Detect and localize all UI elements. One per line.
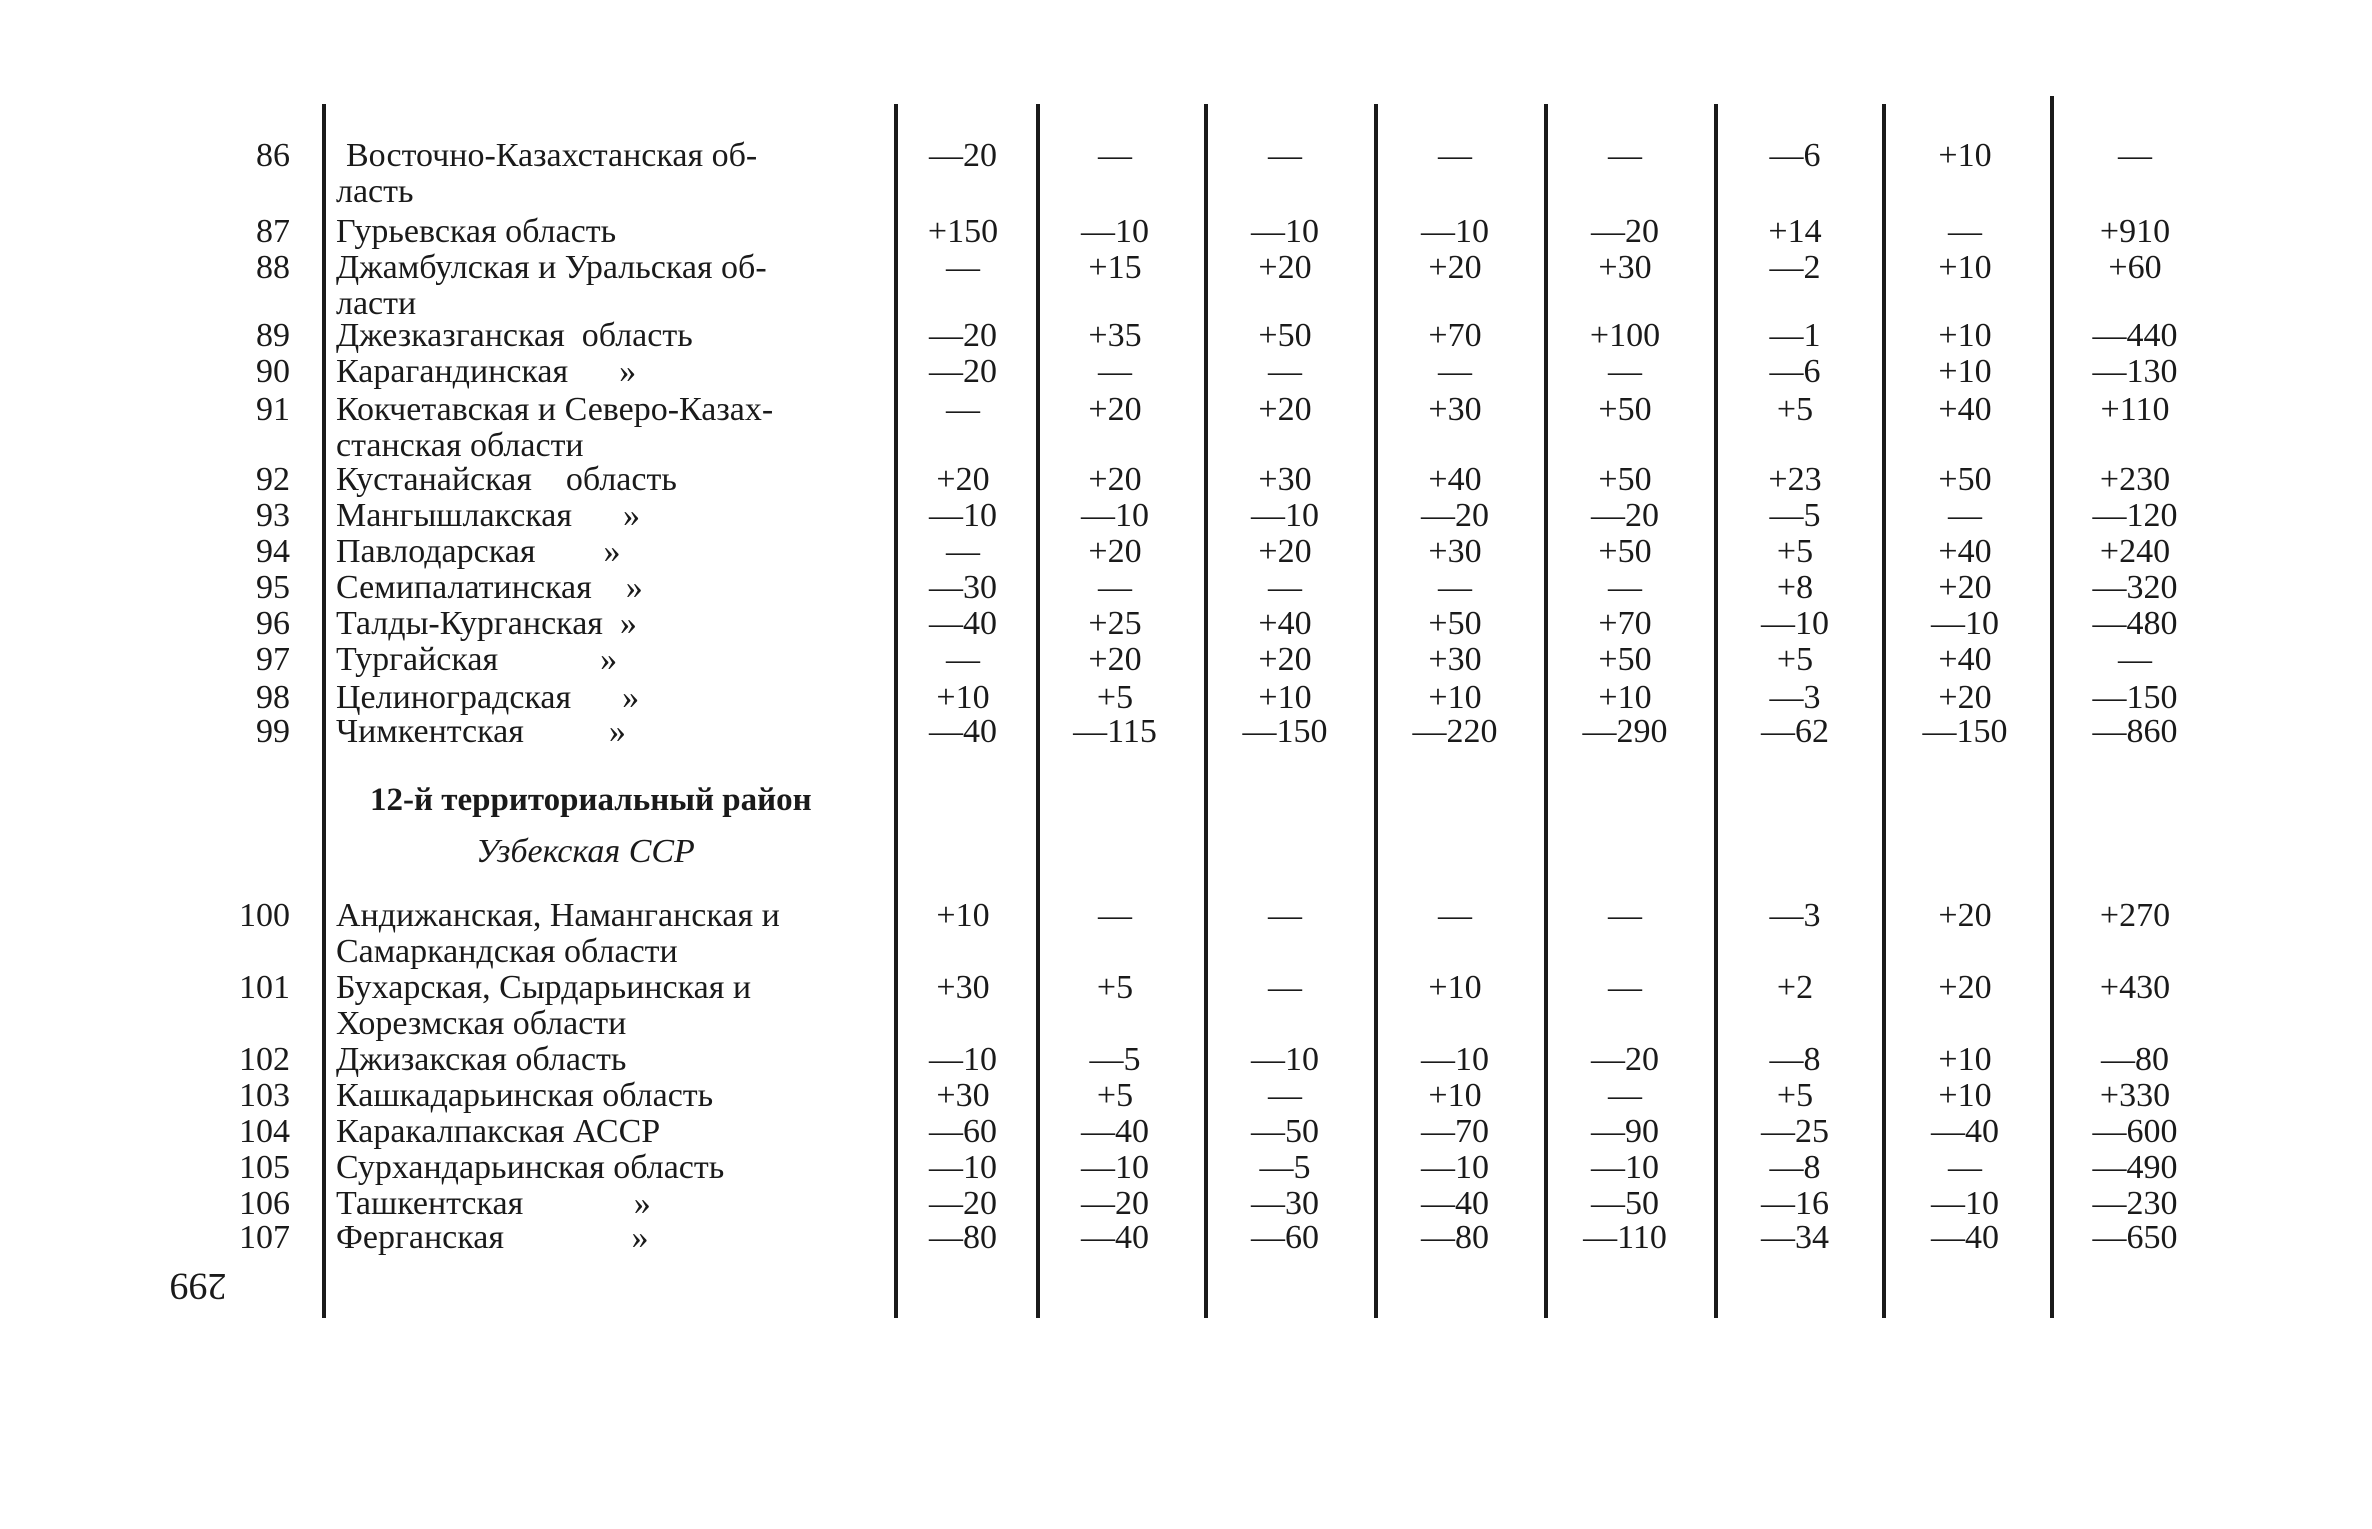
value-cell: +40 xyxy=(1938,533,1992,570)
value-cell: +25 xyxy=(1088,605,1142,642)
region-name: Ферганская » xyxy=(336,1219,649,1256)
value-cell: —20 xyxy=(929,1185,997,1222)
value-cell: +10 xyxy=(1938,353,1992,390)
value-cell: +70 xyxy=(1428,317,1482,354)
value-cell: — xyxy=(1438,569,1472,606)
region-name: Карагандинская » xyxy=(336,353,637,390)
value-cell: +30 xyxy=(936,969,990,1006)
value-cell: —600 xyxy=(2092,1113,2178,1150)
value-cell: —20 xyxy=(1421,497,1489,534)
value-cell: +2 xyxy=(1776,969,1814,1006)
value-cell: +10 xyxy=(936,679,990,716)
value-cell: —6 xyxy=(1769,137,1821,174)
value-cell: —30 xyxy=(1251,1185,1319,1222)
region-name: Кашкадарьинская область xyxy=(336,1077,714,1114)
value-cell: —440 xyxy=(2092,317,2178,354)
value-cell: —40 xyxy=(1931,1219,1999,1256)
value-cell: —40 xyxy=(1931,1113,1999,1150)
value-cell: —650 xyxy=(2092,1219,2178,1256)
row-number: 90 xyxy=(256,353,290,390)
row-number: 102 xyxy=(239,1041,290,1078)
region-name: Самаркандская области xyxy=(336,933,678,970)
value-cell: — xyxy=(1268,1077,1302,1114)
value-cell: — xyxy=(1438,353,1472,390)
region-name: Ташкентская » xyxy=(336,1185,651,1222)
value-cell: — xyxy=(1098,569,1132,606)
value-cell: +10 xyxy=(1938,137,1992,174)
value-cell: +20 xyxy=(936,461,990,498)
region-name: Андижанская, Наманганская и xyxy=(336,897,780,934)
value-cell: — xyxy=(1268,137,1302,174)
region-name: ласти xyxy=(336,285,417,322)
region-name: Каракалпакская АССР xyxy=(336,1113,661,1150)
value-cell: —290 xyxy=(1582,713,1668,750)
row-number: 107 xyxy=(239,1219,290,1256)
value-cell: — xyxy=(946,641,980,678)
value-cell: +230 xyxy=(2099,461,2171,498)
value-cell: —80 xyxy=(929,1219,997,1256)
value-cell: +330 xyxy=(2099,1077,2171,1114)
value-cell: +50 xyxy=(1258,317,1312,354)
value-cell: — xyxy=(1268,569,1302,606)
value-cell: +15 xyxy=(1088,249,1142,286)
value-cell: —10 xyxy=(929,497,997,534)
value-cell: —320 xyxy=(2092,569,2178,606)
region-name: Семипалатинская » xyxy=(336,569,643,606)
row-number: 103 xyxy=(239,1077,290,1114)
value-cell: — xyxy=(946,391,980,428)
value-cell: —10 xyxy=(1251,1041,1319,1078)
value-cell: —10 xyxy=(1081,213,1149,250)
value-cell: —6 xyxy=(1769,353,1821,390)
value-cell: —8 xyxy=(1769,1041,1821,1078)
value-cell: +20 xyxy=(1088,641,1142,678)
row-number: 97 xyxy=(256,641,290,678)
region-name: Сурхандарьинская область xyxy=(336,1149,725,1186)
value-cell: — xyxy=(1268,897,1302,934)
value-cell: +60 xyxy=(2108,249,2162,286)
value-cell: —10 xyxy=(1081,1149,1149,1186)
region-name: Гурьевская область xyxy=(336,213,617,250)
value-cell: +40 xyxy=(1428,461,1482,498)
section-heading: 12-й территориальный район xyxy=(370,782,812,818)
value-cell: +10 xyxy=(1258,679,1312,716)
value-cell: +20 xyxy=(1428,249,1482,286)
value-cell: —60 xyxy=(929,1113,997,1150)
value-cell: —10 xyxy=(1421,1041,1489,1078)
value-cell: +10 xyxy=(1938,317,1992,354)
value-cell: — xyxy=(2118,641,2152,678)
value-cell: +100 xyxy=(1589,317,1661,354)
value-cell: +10 xyxy=(1598,679,1652,716)
value-cell: +50 xyxy=(1598,533,1652,570)
value-cell: — xyxy=(946,533,980,570)
row-number: 106 xyxy=(239,1185,290,1222)
value-cell: — xyxy=(1948,1149,1982,1186)
value-cell: — xyxy=(2118,137,2152,174)
value-cell: +35 xyxy=(1088,317,1142,354)
value-cell: +5 xyxy=(1776,391,1814,428)
row-number: 86 xyxy=(256,137,290,174)
value-cell: +150 xyxy=(927,213,999,250)
value-cell: —150 xyxy=(1922,713,2008,750)
value-cell: —90 xyxy=(1591,1113,1659,1150)
region-name: Восточно-Казахстанская об- xyxy=(346,137,758,174)
row-number: 105 xyxy=(239,1149,290,1186)
value-cell: +20 xyxy=(1938,969,1992,1006)
value-cell: +20 xyxy=(1938,897,1992,934)
value-cell: —40 xyxy=(1421,1185,1489,1222)
value-cell: — xyxy=(1098,137,1132,174)
value-cell: —10 xyxy=(1251,497,1319,534)
value-cell: +240 xyxy=(2099,533,2171,570)
value-cell: +30 xyxy=(1258,461,1312,498)
value-cell: +10 xyxy=(1938,1041,1992,1078)
value-cell: —150 xyxy=(2092,679,2178,716)
value-cell: +30 xyxy=(936,1077,990,1114)
value-cell: +5 xyxy=(1096,969,1134,1006)
value-cell: +30 xyxy=(1428,391,1482,428)
value-cell: +5 xyxy=(1096,679,1134,716)
value-cell: —40 xyxy=(929,605,997,642)
value-cell: —230 xyxy=(2092,1185,2178,1222)
value-cell: —5 xyxy=(1769,497,1821,534)
row-number: 95 xyxy=(256,569,290,606)
value-cell: +40 xyxy=(1258,605,1312,642)
value-cell: —490 xyxy=(2092,1149,2178,1186)
value-cell: +10 xyxy=(1938,1077,1992,1114)
value-cell: —220 xyxy=(1412,713,1498,750)
value-cell: +10 xyxy=(1428,679,1482,716)
row-number: 96 xyxy=(256,605,290,642)
value-cell: — xyxy=(1608,137,1642,174)
value-cell: —40 xyxy=(1081,1113,1149,1150)
region-name: Джезказганская область xyxy=(336,317,693,354)
region-name: Павлодарская » xyxy=(336,533,621,570)
value-cell: +10 xyxy=(1428,1077,1482,1114)
value-cell: +14 xyxy=(1768,213,1822,250)
row-number: 101 xyxy=(239,969,290,1006)
region-name: Хорезмская области xyxy=(336,1005,627,1042)
region-name: станская области xyxy=(336,427,584,464)
value-cell: —80 xyxy=(2101,1041,2169,1078)
value-cell: —40 xyxy=(1081,1219,1149,1256)
value-cell: +5 xyxy=(1776,641,1814,678)
value-cell: —860 xyxy=(2092,713,2178,750)
value-cell: — xyxy=(1948,213,1982,250)
value-cell: —1 xyxy=(1769,317,1821,354)
value-cell: — xyxy=(1438,897,1472,934)
column-rule xyxy=(322,104,326,1318)
value-cell: —20 xyxy=(929,317,997,354)
value-cell: +910 xyxy=(2099,213,2171,250)
section-subheading: Узбекская ССР xyxy=(476,833,695,870)
value-cell: —30 xyxy=(929,569,997,606)
value-cell: +70 xyxy=(1598,605,1652,642)
region-name: Тургайская » xyxy=(336,641,618,678)
value-cell: +10 xyxy=(936,897,990,934)
value-cell: +40 xyxy=(1938,391,1992,428)
value-cell: —20 xyxy=(1591,1041,1659,1078)
value-cell: — xyxy=(1608,1077,1642,1114)
value-cell: +5 xyxy=(1776,1077,1814,1114)
value-cell: —62 xyxy=(1761,713,1829,750)
value-cell: —2 xyxy=(1769,249,1821,286)
value-cell: —50 xyxy=(1251,1113,1319,1150)
value-cell: —10 xyxy=(1931,605,1999,642)
value-cell: +20 xyxy=(1258,391,1312,428)
value-cell: — xyxy=(1608,969,1642,1006)
value-cell: +20 xyxy=(1258,533,1312,570)
value-cell: —20 xyxy=(1081,1185,1149,1222)
row-number: 92 xyxy=(256,461,290,498)
value-cell: +50 xyxy=(1428,605,1482,642)
value-cell: —10 xyxy=(1081,497,1149,534)
value-cell: +50 xyxy=(1598,391,1652,428)
row-number: 100 xyxy=(239,897,290,934)
value-cell: +30 xyxy=(1428,641,1482,678)
value-cell: +20 xyxy=(1088,533,1142,570)
region-name: Мангышлакская » xyxy=(336,497,641,534)
value-cell: — xyxy=(1608,569,1642,606)
value-cell: —8 xyxy=(1769,1149,1821,1186)
value-cell: +110 xyxy=(2100,391,2170,428)
row-number: 98 xyxy=(256,679,290,716)
value-cell: —3 xyxy=(1769,679,1821,716)
value-cell: —20 xyxy=(929,137,997,174)
value-cell: —3 xyxy=(1769,897,1821,934)
value-cell: — xyxy=(1438,137,1472,174)
region-name: Кустанайская область xyxy=(336,461,677,498)
row-number: 91 xyxy=(256,391,290,428)
value-cell: —115 xyxy=(1073,713,1157,750)
value-cell: — xyxy=(946,249,980,286)
region-name: ласть xyxy=(336,173,414,210)
row-number: 87 xyxy=(256,213,290,250)
value-cell: —10 xyxy=(1251,213,1319,250)
value-cell: —10 xyxy=(1421,213,1489,250)
value-cell: — xyxy=(1608,353,1642,390)
value-cell: —16 xyxy=(1761,1185,1829,1222)
value-cell: +5 xyxy=(1096,1077,1134,1114)
value-cell: —120 xyxy=(2092,497,2178,534)
value-cell: +30 xyxy=(1598,249,1652,286)
value-cell: — xyxy=(1608,897,1642,934)
value-cell: +20 xyxy=(1938,569,1992,606)
row-number: 94 xyxy=(256,533,290,570)
value-cell: —40 xyxy=(929,713,997,750)
value-cell: +430 xyxy=(2099,969,2171,1006)
page-number: 299 xyxy=(169,1265,227,1307)
value-cell: —60 xyxy=(1251,1219,1319,1256)
value-cell: —5 xyxy=(1259,1149,1311,1186)
value-cell: —25 xyxy=(1761,1113,1829,1150)
value-cell: —10 xyxy=(1931,1185,1999,1222)
value-cell: —20 xyxy=(1591,497,1659,534)
value-cell: —130 xyxy=(2092,353,2178,390)
row-number: 89 xyxy=(256,317,290,354)
value-cell: +20 xyxy=(1258,641,1312,678)
value-cell: +270 xyxy=(2099,897,2171,934)
value-cell: — xyxy=(1268,969,1302,1006)
value-cell: +40 xyxy=(1938,641,1992,678)
value-cell: —20 xyxy=(929,353,997,390)
value-cell: +50 xyxy=(1938,461,1992,498)
value-cell: +20 xyxy=(1088,391,1142,428)
value-cell: +10 xyxy=(1428,969,1482,1006)
row-number: 88 xyxy=(256,249,290,286)
row-number: 99 xyxy=(256,713,290,750)
value-cell: +8 xyxy=(1776,569,1814,606)
value-cell: +30 xyxy=(1428,533,1482,570)
region-name: Джамбулская и Уральская об- xyxy=(336,249,767,286)
value-cell: — xyxy=(1268,353,1302,390)
value-cell: — xyxy=(1948,497,1982,534)
value-cell: —10 xyxy=(1421,1149,1489,1186)
region-name: Кокчетавская и Северо-Казах- xyxy=(336,391,774,428)
value-cell: —34 xyxy=(1761,1219,1829,1256)
value-cell: — xyxy=(1098,897,1132,934)
value-cell: —480 xyxy=(2092,605,2178,642)
value-cell: —50 xyxy=(1591,1185,1659,1222)
region-name: Джизакская область xyxy=(336,1041,627,1078)
row-number: 93 xyxy=(256,497,290,534)
value-cell: —150 xyxy=(1242,713,1328,750)
region-name: Талды-Курганская » xyxy=(336,605,637,642)
value-cell: —5 xyxy=(1089,1041,1141,1078)
value-cell: —20 xyxy=(1591,213,1659,250)
region-name: Бухарская, Сырдарьинская и xyxy=(336,969,752,1006)
value-cell: —10 xyxy=(1761,605,1829,642)
value-cell: —70 xyxy=(1421,1113,1489,1150)
row-number: 104 xyxy=(239,1113,290,1150)
value-cell: —10 xyxy=(1591,1149,1659,1186)
value-cell: +5 xyxy=(1776,533,1814,570)
value-cell: +20 xyxy=(1938,679,1992,716)
value-cell: —110 xyxy=(1583,1219,1667,1256)
value-cell: — xyxy=(1098,353,1132,390)
value-cell: —80 xyxy=(1421,1219,1489,1256)
value-cell: +10 xyxy=(1938,249,1992,286)
value-cell: +20 xyxy=(1258,249,1312,286)
value-cell: +50 xyxy=(1598,461,1652,498)
value-cell: +23 xyxy=(1768,461,1822,498)
region-name: Целиноградская » xyxy=(336,679,640,716)
value-cell: —10 xyxy=(929,1149,997,1186)
value-cell: +20 xyxy=(1088,461,1142,498)
value-cell: —10 xyxy=(929,1041,997,1078)
value-cell: +50 xyxy=(1598,641,1652,678)
region-name: Чимкентская » xyxy=(336,713,626,750)
